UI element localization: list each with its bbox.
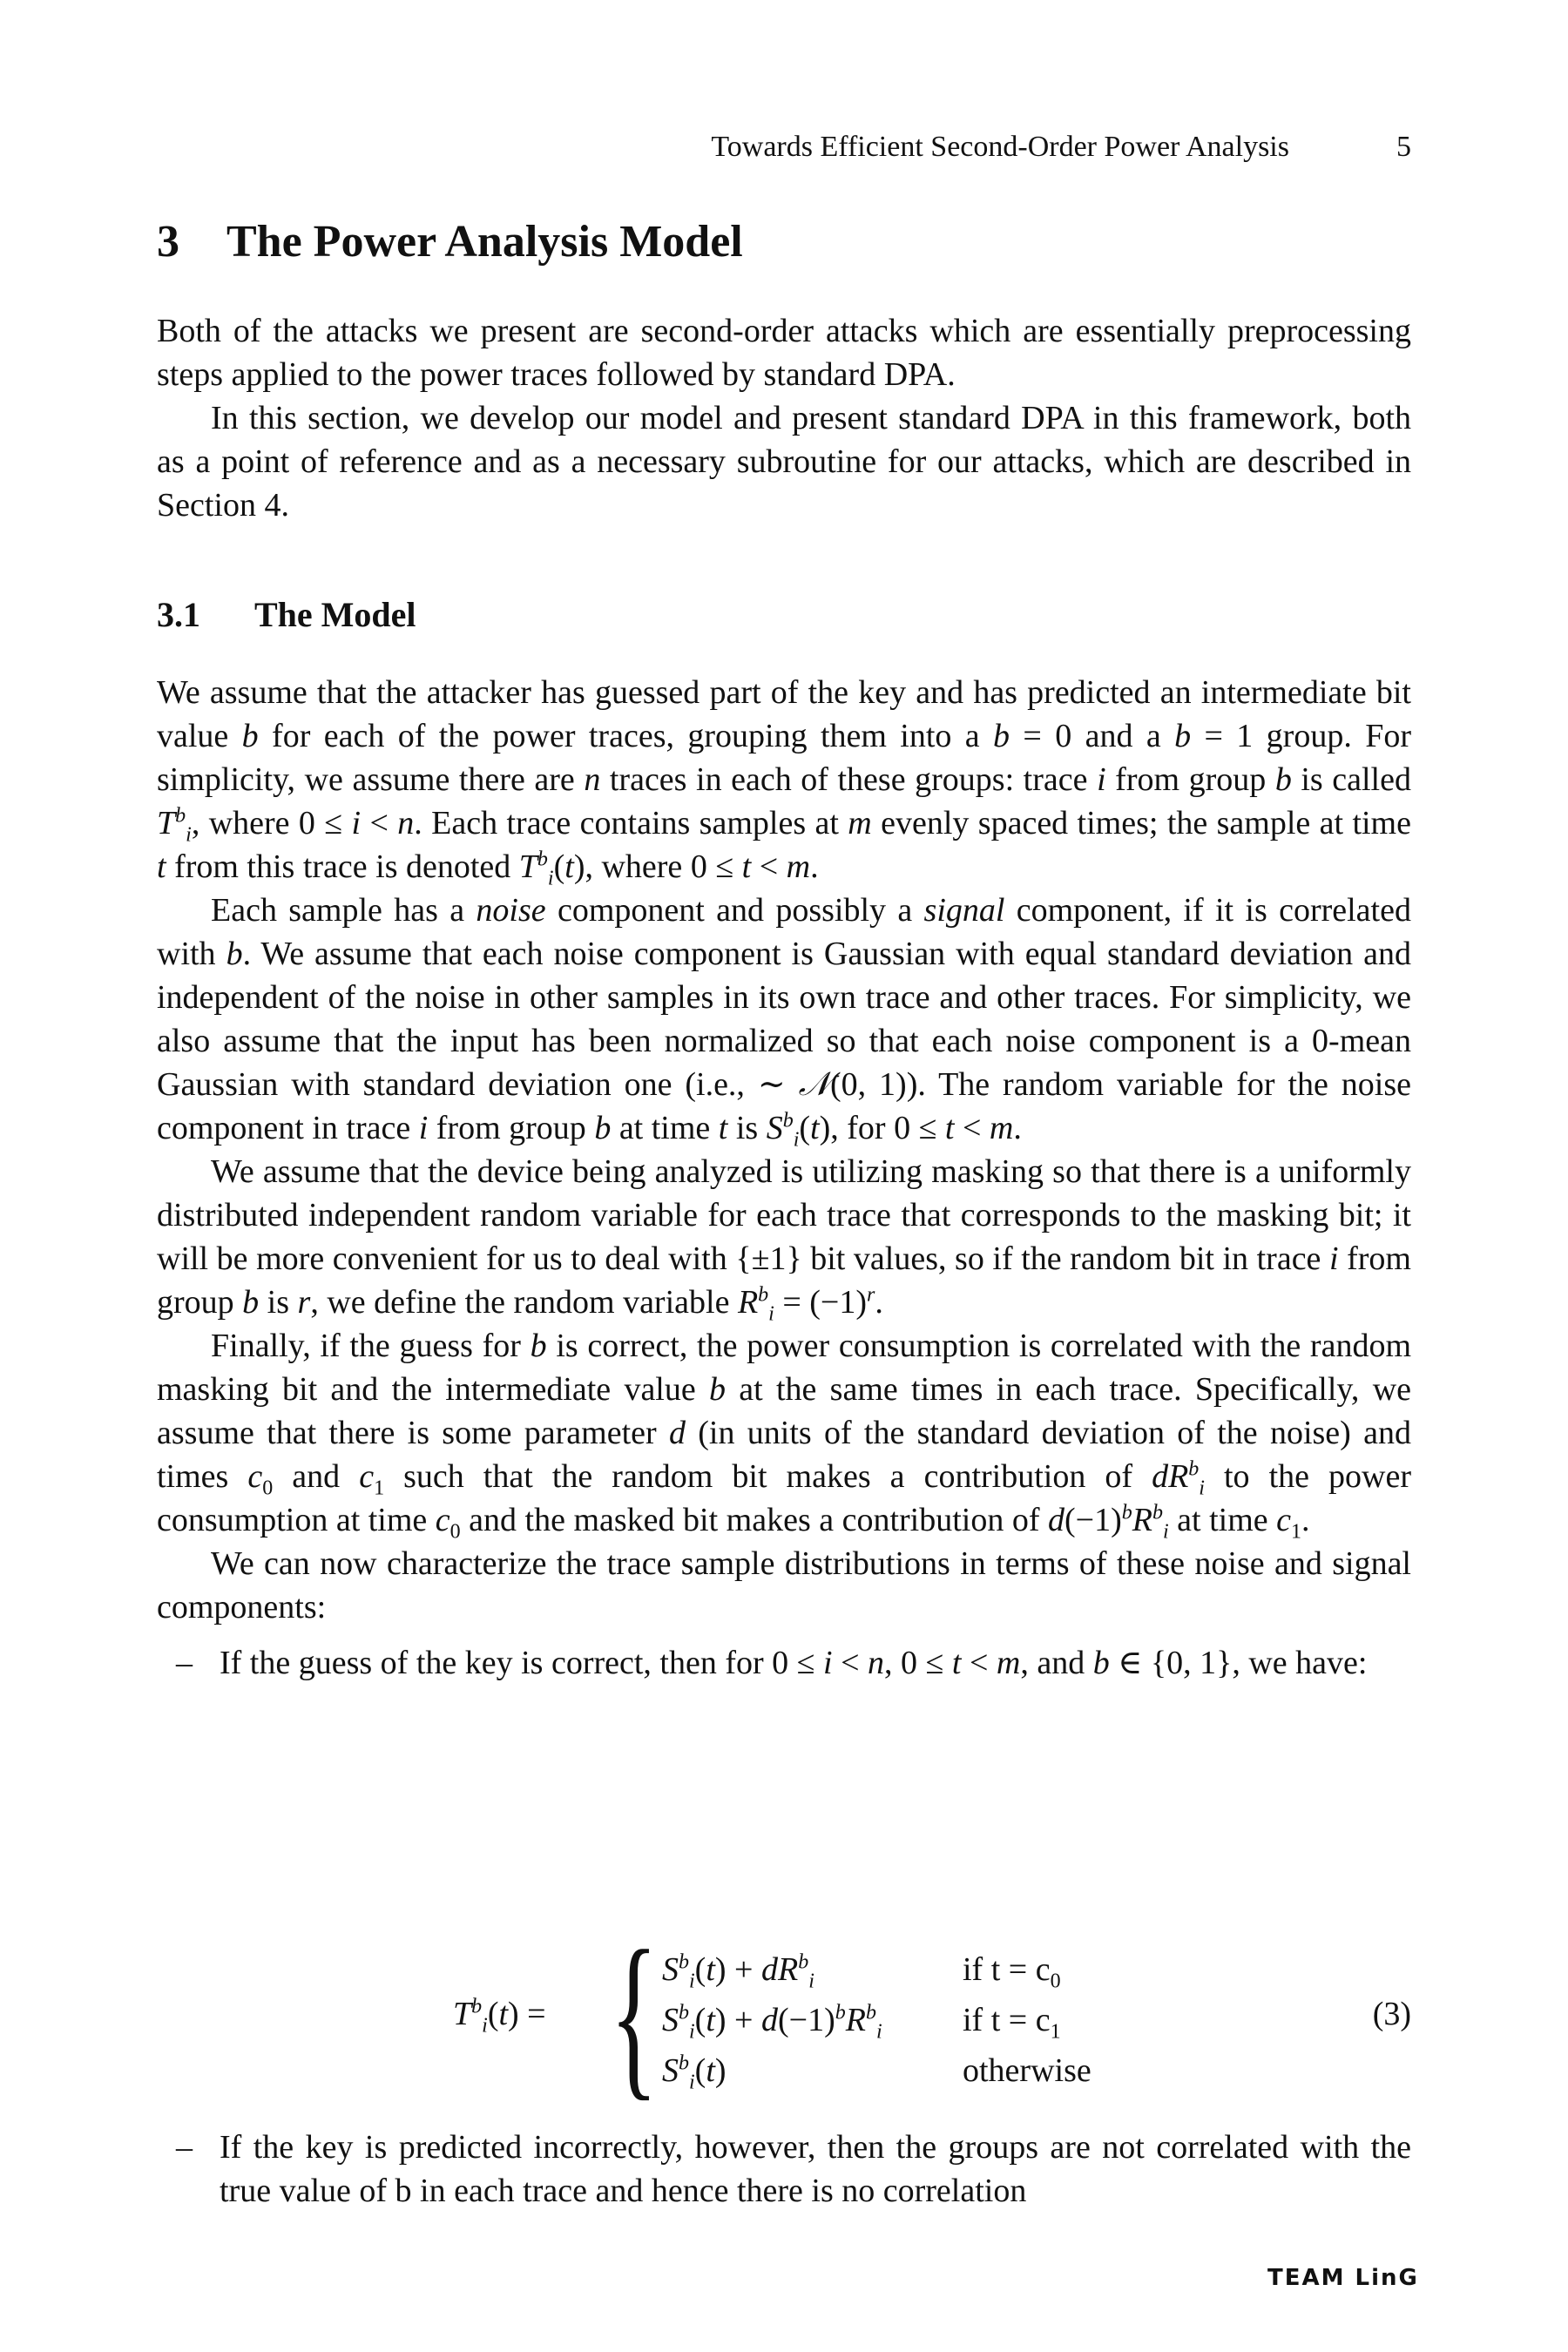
- model-paragraph-2: Each sample has a noise component and possibly a signal component, if it is correlated with b. We assume that each noise component is Gaussian with equal standard deviation and independent of the noise in other samples in its own trace and other traces. For simplicity, we also assume that the input has been normalized so that each noise component is a 0-mean Gaussian with standard deviation one (i.e., ∼ 𝒩(0, 1)). The random variable for the noise component in trace i from group b at time t is $S^b_i(t)$, for 0 ≤ t < m.: [157, 892, 1412, 1152]
- equation-cases: [662, 1944, 1092, 2096]
- equation-brace: {: [610, 1914, 659, 2116]
- incorrect-key-block: [157, 2126, 1411, 2213]
- equation-case-1: $S^b_i(t) + dR^b_i$ if $t = c_0$: [662, 1950, 1061, 1993]
- list-item-incorrect-key: – If the key is predicted incorrectly, however, then the groups are not correlated with the true value of b in each trace and hence there is no correlation: [176, 2129, 1411, 2209]
- equation-lhs: $T^b_i(t)$ =: [453, 1995, 546, 2038]
- subsection-number: 3.1: [157, 595, 200, 634]
- equation-case-3: $S^b_i(t)$ otherwise: [662, 2051, 1092, 2094]
- section-number: 3: [157, 217, 179, 267]
- model-paragraph-4: Finally, if the guess for b is correct, the power consumption is correlated with the random masking bit and the intermediate value b at the same times in each trace. Specifically, we assume that there is some parameter d (in units of the standard deviation of the noise) and times $c_0$ and $c_1$ such that the random bit makes a contribution of $dR^b_i$ to the power consumption at time $c_0$ and the masked bit makes a contribution of $d(-1)^bR^b_i$ at time $c_1$.: [157, 1328, 1412, 1544]
- intro-paragraph-2: In this section, we develop our model and present standard DPA in this framework, both as a point of reference and as a necessary subroutine for our attacks, which are described in Section 4.: [157, 400, 1411, 524]
- section-heading: [157, 216, 743, 267]
- equation-case-2: $S^b_i(t) + d(-1)^bR^b_i$ if $t = c_1$: [662, 2001, 1061, 2044]
- running-head: [157, 131, 1411, 174]
- footer-logo: TEAM LinG: [1267, 2265, 1419, 2291]
- running-head-title: Towards Efficient Second-Order Power Analysis: [711, 131, 1289, 163]
- page-number: 5: [1396, 131, 1411, 163]
- equation-3: [157, 1914, 1411, 2116]
- intro-block: [157, 309, 1411, 527]
- section-title: The Power Analysis Model: [226, 217, 743, 267]
- subsection-title: The Model: [254, 595, 416, 634]
- model-paragraph-1: We assume that the attacker has guessed part of the key and has predicted an intermediate bit value b for each of the power traces, grouping them into a b = 0 and a b = 1 group. For simplicity, we assume there are n traces in each of these groups: trace i from group b is called $T^b_i$, where 0 ≤ i < n. Each trace contains samples at m evenly spaced times; the sample at time t from this trace is denoted $T^b_i(t)$, where 0 ≤ t < m.: [157, 674, 1411, 890]
- subsection-heading: [157, 594, 416, 635]
- model-paragraph-3: We assume that the device being analyzed is utilizing masking so that there is a uniformly distributed independent random variable for each trace that corresponds to the masking bit; it will be more convenient for us to deal with {±1} bit values, so if the random bit in trace i from group b is r, we define the random variable $R^b_i = (-1)^r$.: [157, 1153, 1411, 1326]
- equation-number: (3): [1372, 1996, 1411, 2032]
- list-item-correct-key: – If the guess of the key is correct, then for 0 ≤ i < n, 0 ≤ t < m, and b ∈ {0, 1}, we have:: [176, 1645, 1368, 1681]
- model-block: [157, 671, 1411, 1685]
- intro-paragraph-1: Both of the attacks we present are second-order attacks which are essentially preprocessing steps applied to the power traces followed by standard DPA.: [157, 313, 1411, 393]
- model-paragraph-5: We can now characterize the trace sample distributions in terms of these noise and signal components:: [157, 1545, 1411, 1625]
